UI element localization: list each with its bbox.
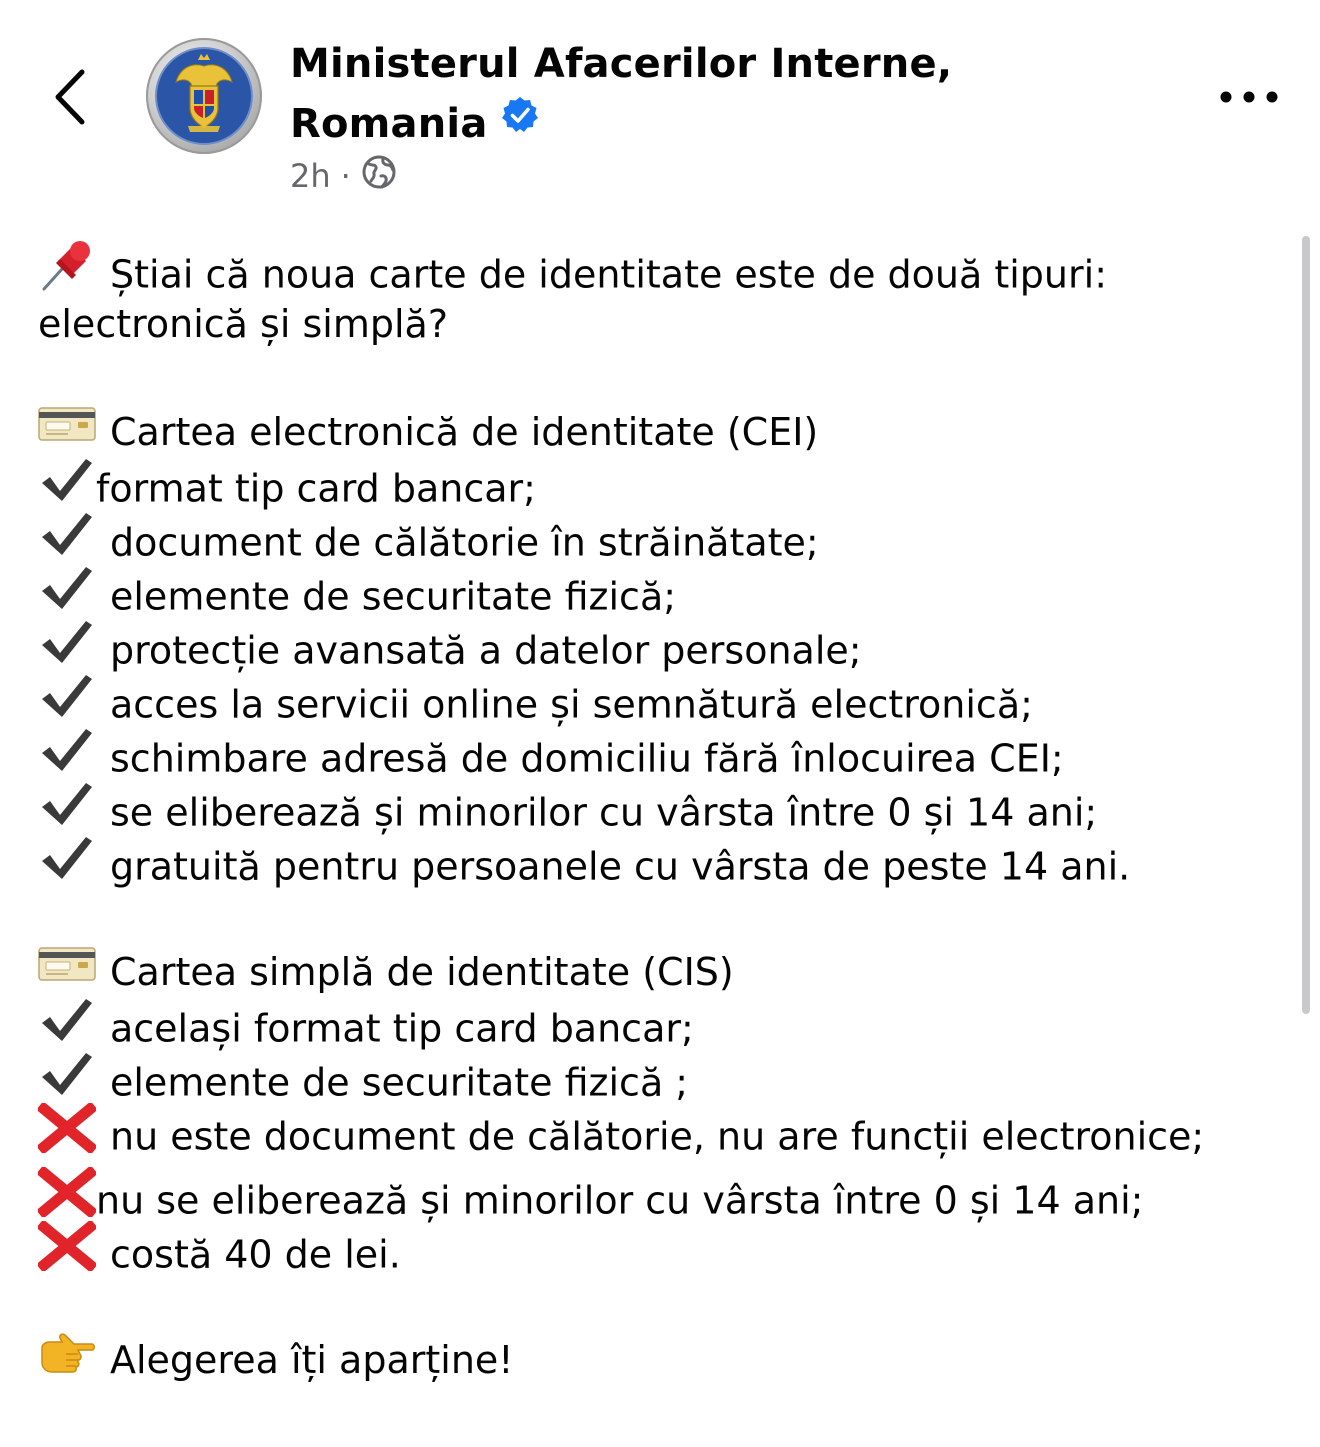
meta-separator: ·	[340, 157, 351, 195]
cei-title: Cartea electronică de identitate (CEI)	[110, 410, 819, 454]
cei-item	[38, 783, 1300, 837]
cei-title-line	[38, 405, 1300, 459]
intro-line2: electronică și simplă?	[38, 302, 448, 346]
page-name-line1: Ministerul Afacerilor Interne,	[290, 41, 953, 87]
cei-item-text: schimbare adresă de domiciliu fără înlocuirea CEI;	[110, 736, 1064, 781]
cei-item	[38, 837, 1300, 891]
cis-title: Cartea simplă de identitate (CIS)	[110, 950, 734, 994]
cei-item-text: protecție avansată a datelor personale;	[110, 628, 862, 673]
cei-item-text: acces la servicii online și semnătură electronică;	[110, 682, 1033, 727]
cis-title-line	[38, 945, 1300, 999]
cis-con-item	[38, 1107, 1300, 1171]
check-mark-icon	[38, 833, 96, 897]
cis-con-item	[38, 1171, 1300, 1225]
pushpin-icon	[38, 239, 96, 307]
cis-pro-text: elemente de securitate fizică ;	[110, 1060, 689, 1105]
intro-line1: Știai că noua carte de identitate este de două tipuri:	[110, 252, 1107, 297]
closing-text: Alegerea îți aparține!	[110, 1338, 514, 1382]
cis-pro-item	[38, 1053, 1300, 1107]
page-name-line2-wrapper	[290, 94, 1150, 156]
verified-badge-icon	[500, 92, 540, 152]
coat-of-arms-icon	[146, 38, 262, 154]
credit-card-icon	[38, 944, 96, 998]
cis-con-text: costă 40 de lei.	[110, 1232, 401, 1277]
more-options-button[interactable]	[1216, 80, 1282, 114]
cei-item	[38, 567, 1300, 621]
cross-mark-icon	[38, 1103, 96, 1167]
cei-item	[38, 621, 1300, 675]
cei-item-text: gratuită pentru persoanele cu vârsta de peste 14 ani.	[110, 844, 1131, 889]
post-time[interactable]: 2h	[290, 157, 331, 195]
post-text	[38, 243, 1300, 1387]
cei-item	[38, 459, 1300, 513]
globe-icon[interactable]	[361, 154, 397, 198]
cross-mark-icon	[38, 1221, 96, 1285]
cei-item	[38, 729, 1300, 783]
cei-item	[38, 675, 1300, 729]
cei-item-text: document de călătorie în străinătate;	[110, 520, 819, 565]
page-name-line2: Romania	[290, 101, 488, 147]
blank-line	[38, 1279, 1300, 1333]
blank-line	[38, 351, 1300, 405]
cei-item-text: format tip card bancar;	[96, 466, 536, 511]
cis-pro-text: același format tip card bancar;	[110, 1006, 694, 1051]
more-horizontal-icon	[1216, 80, 1282, 114]
cis-con-item	[38, 1225, 1300, 1279]
pointing-hand-icon	[38, 1330, 96, 1388]
cei-item-text: se eliberează și minorilor cu vârsta între 0 și 14 ani;	[110, 790, 1098, 835]
cis-con-text: nu este document de călătorie, nu are funcții electronice;	[110, 1114, 1205, 1159]
page-name[interactable]	[290, 34, 1150, 156]
chevron-left-icon	[48, 62, 98, 132]
closing-line	[38, 1333, 1300, 1387]
cei-item-text: elemente de securitate fizică;	[110, 574, 677, 619]
post-meta	[290, 154, 397, 198]
blank-line	[38, 891, 1300, 945]
cis-con-text: nu se eliberează și minorilor cu vârsta între 0 și 14 ani;	[96, 1178, 1144, 1223]
cis-pro-item	[38, 999, 1300, 1053]
back-button[interactable]	[48, 62, 98, 132]
page-avatar[interactable]	[146, 38, 262, 154]
credit-card-icon	[38, 404, 96, 458]
scrollbar[interactable]	[1302, 236, 1310, 1014]
cei-item	[38, 513, 1300, 567]
intro-line	[38, 243, 1300, 297]
